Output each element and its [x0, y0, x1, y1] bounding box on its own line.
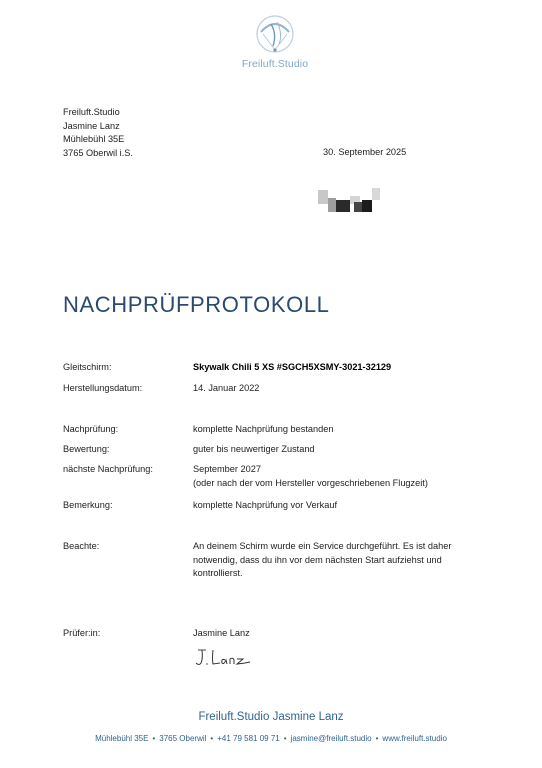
footer-address: Mühlebühl 35E — [95, 734, 149, 743]
sender-street: Mühlebühl 35E — [63, 134, 125, 145]
field-label: Beachte: — [63, 541, 100, 551]
handwritten-signature — [193, 647, 255, 674]
footer-name: Freiluft.Studio Jasmine Lanz — [198, 711, 344, 723]
field-value: guter bis neuwertiger Zustand — [193, 444, 315, 454]
field-label: Bemerkung: — [63, 500, 113, 510]
redacted-recipient — [318, 186, 380, 214]
footer-phone: +41 79 581 09 71 — [217, 734, 280, 743]
field-value-note: (oder nach der vom Hersteller vorgeschriebenen Flugzeit) — [193, 477, 428, 488]
field-value: 14. Januar 2022 — [193, 383, 260, 393]
footer-web: www.freiluft.studio — [382, 734, 447, 743]
freiluft-logo — [230, 12, 320, 72]
footer-city: 3765 Oberwil — [159, 734, 207, 743]
sender-name: Jasmine Lanz — [63, 120, 120, 131]
field-label: Gleitschirm: — [63, 362, 112, 372]
field-value: komplette Nachprüfung vor Verkauf — [193, 500, 338, 510]
document-date: 30. September 2025 — [323, 147, 407, 157]
field-value: An deinem Schirm wurde ein Service durchgeführt. Es ist daher notwendig, dass du ihn vor dem nächsten Start aufziehst und kontrollierst. — [193, 541, 452, 579]
field-value: komplette Nachprüfung bestanden — [193, 424, 334, 434]
sender-city: 3765 Oberwil i.S. — [63, 147, 133, 158]
field-label: Prüfer:in: — [63, 628, 101, 638]
field-value — [193, 463, 483, 490]
field-value-date: September 2027 — [193, 464, 261, 474]
footer-email: jasmine@freiluft.studio — [290, 734, 372, 743]
signature-icon — [193, 647, 255, 669]
paraglider-logo-icon — [253, 12, 297, 58]
footer-contact: Mühlebühl 35E • 3765 Oberwil • +41 79 581 09 71 • jasmine@freiluft.studio • www.freiluft.studio — [95, 734, 447, 743]
field-label: nächste Nachprüfung: — [63, 464, 153, 474]
logo-text: Freiluft.Studio — [241, 58, 309, 70]
sender-company: Freiluft.Studio — [63, 107, 120, 117]
field-value: Jasmine Lanz — [193, 628, 250, 638]
field-label: Bewertung: — [63, 444, 110, 454]
field-label: Herstellungsdatum: — [63, 383, 143, 393]
field-label: Nachprüfung: — [63, 424, 119, 434]
page-title: NACHPRÜFPROTOKOLL — [63, 292, 330, 317]
field-value: Skywalk Chili 5 XS #SGCH5XSMY-3021-32129 — [193, 362, 392, 372]
sender-address — [63, 106, 133, 160]
